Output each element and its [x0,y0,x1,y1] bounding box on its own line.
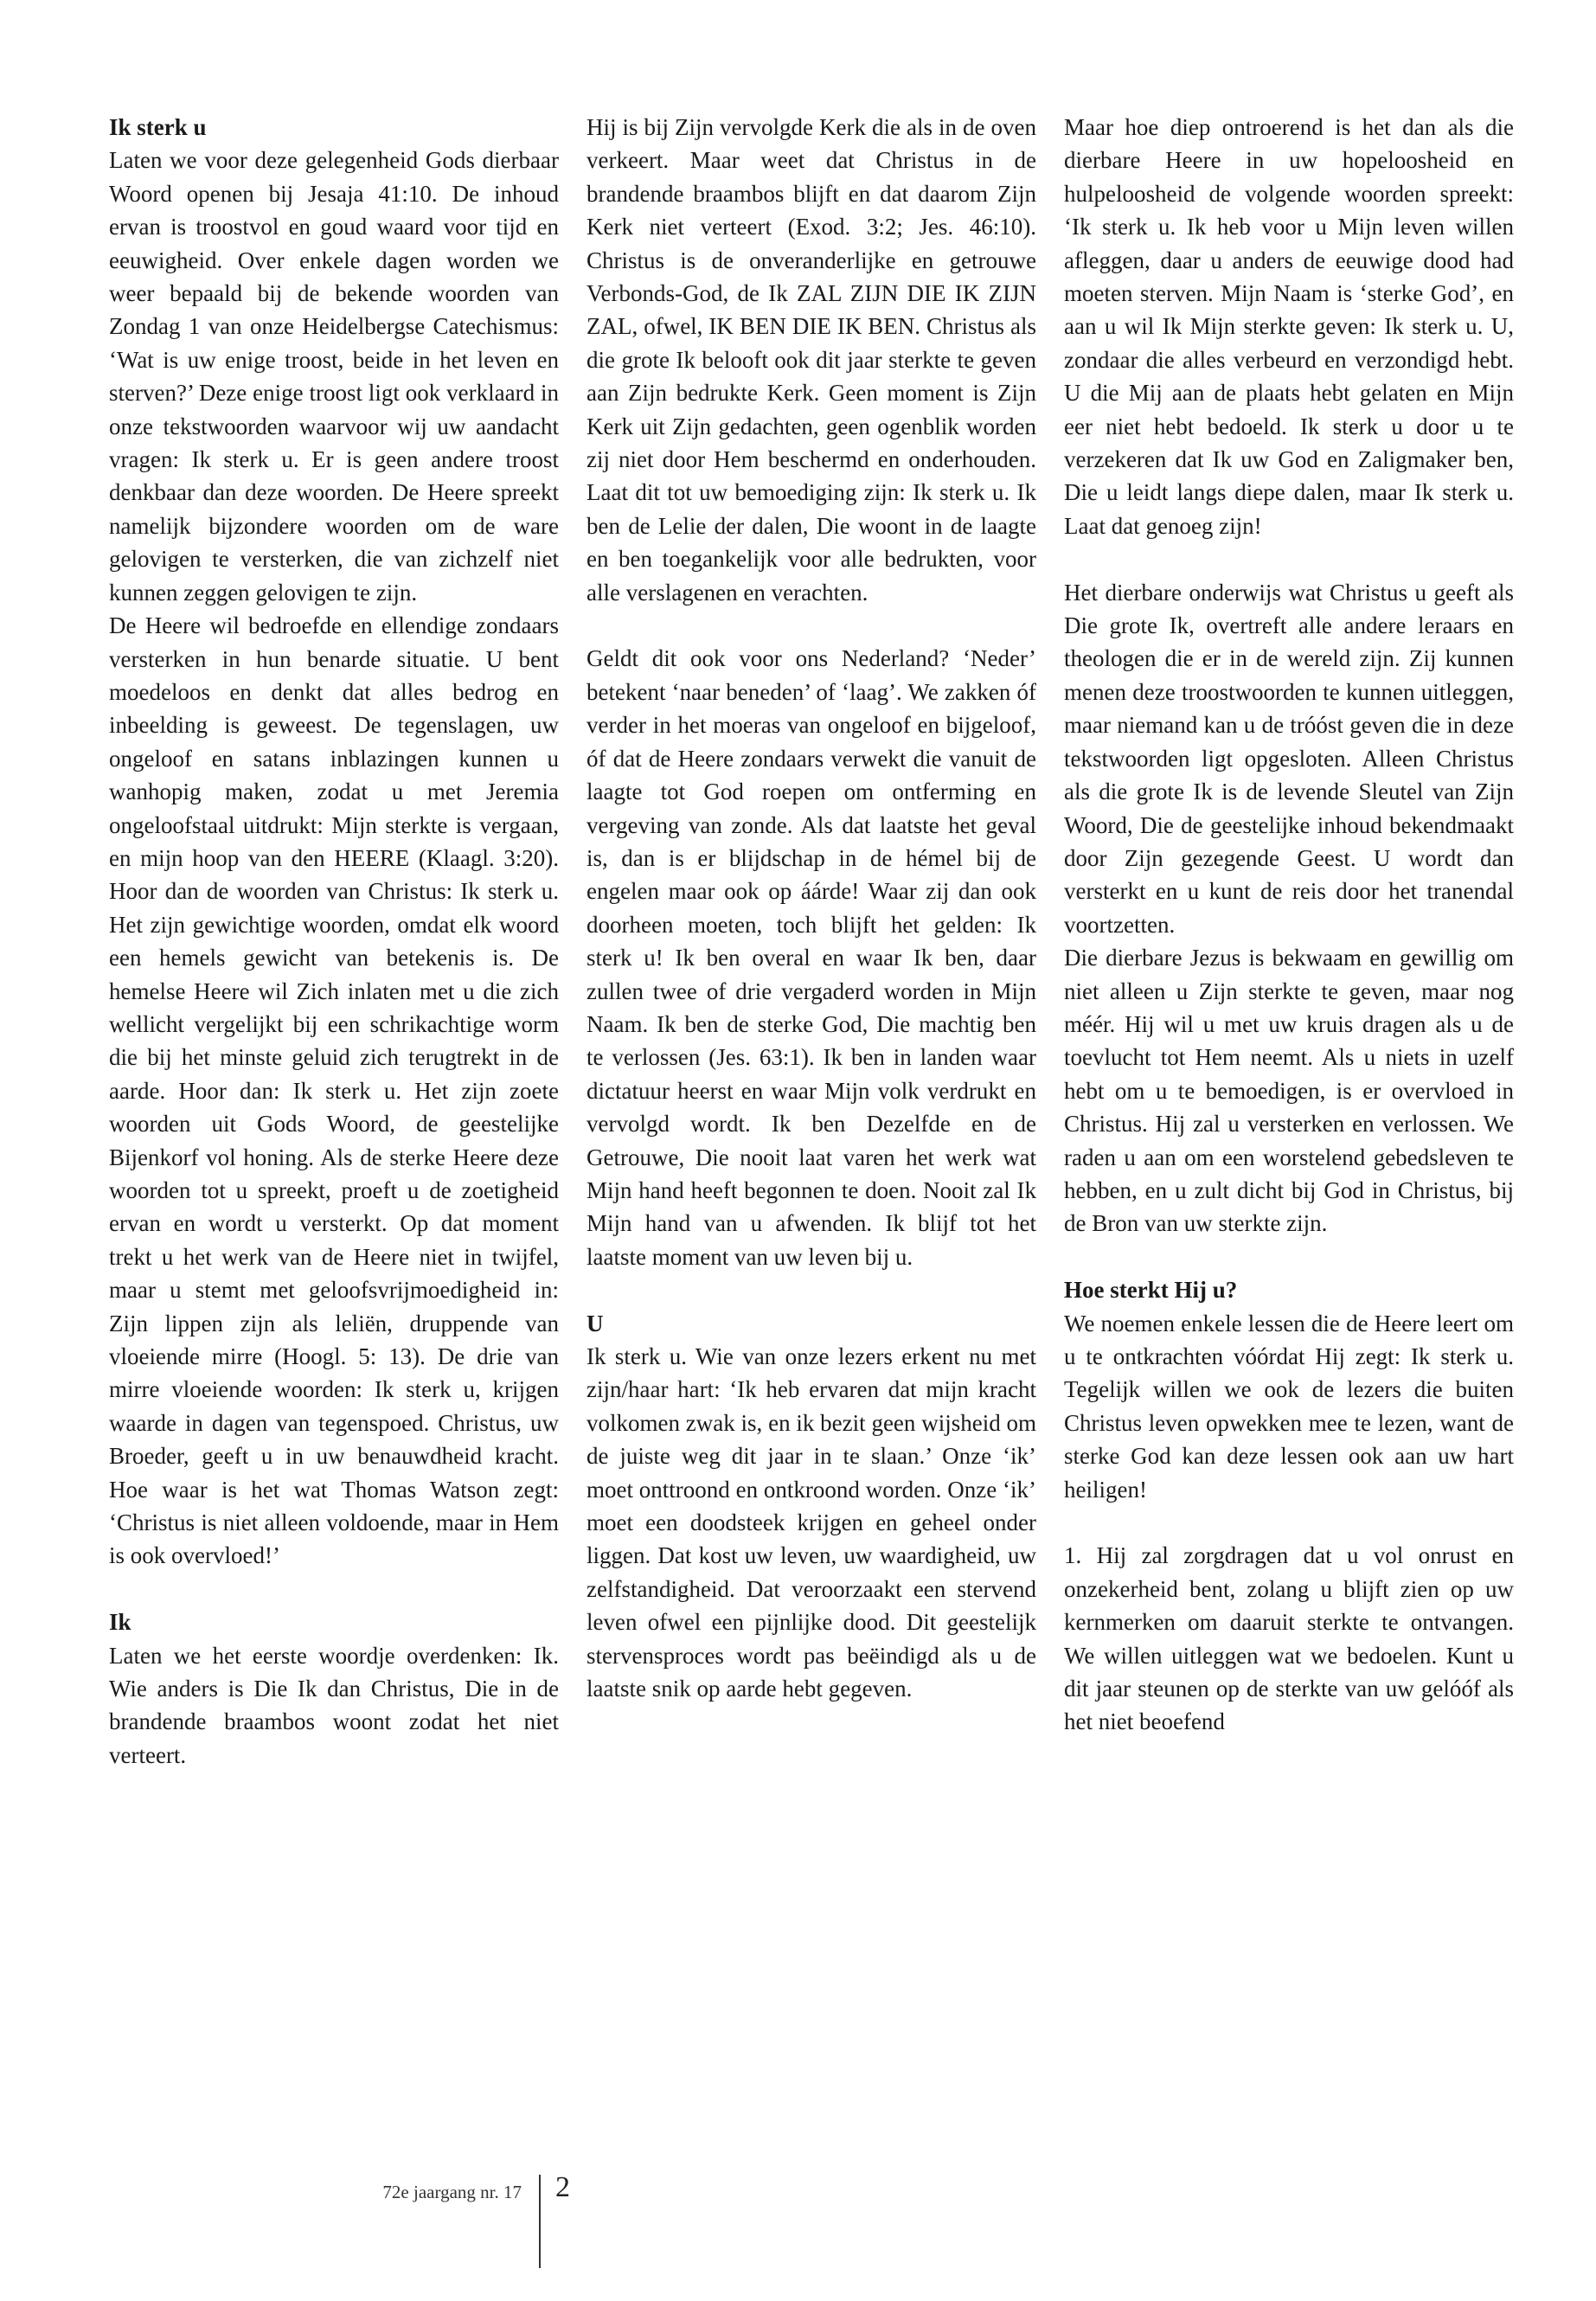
heading-ik-sterk-u: Ik sterk u [109,114,207,140]
issue-label: 72e jaargang nr. 17 [382,2182,522,2202]
heading-ik: Ik [109,1609,131,1636]
paragraph: Maar hoe diep ontroerend is het dan als die dierbare Heere in uw hopeloosheid en hulpeloosheid de volgende woorden spreekt: ‘Ik sterk u. Ik heb voor u Mijn leven willen afleggen, daar u anders de eeuwige dood had moeten sterven. Mijn Naam is ‘sterke God’, en aan u wil Ik Mijn sterkte geven: Ik sterk u. U, zondaar die alles verbeurd en verzondigd hebt. U die Mij aan de plaats hebt gelaten en Mijn eer niet hebt bedoeld. Ik sterk u door u te verzekeren dat Ik uw God en Zaligmaker ben, Die u leidt langs diepe dalen, maar Ik sterk u. Laat dat genoeg zijn! [1064,114,1514,539]
paragraph: Laten we het eerste woordje overdenken: Ik. Wie anders is Die Ik dan Christus, Die in de brandende braambos woont zodat het niet verteert. [109,1642,559,1768]
column-2 [586,111,1036,1705]
paragraph: Die dierbare Jezus is bekwaam en gewillig om niet alleen u Zijn sterkte te geven, maar nog méér. Hij wil u met uw kruis dragen als u de toevlucht tot Hem neemt. Als u niets in uzelf hebt om u te bemoedigen, is er overvloed in Christus. Hij zal u versterken en verlossen. We raden u aan om een worstelend gebedsleven te hebben, en u zult dicht bij God in Christus, bij de Bron van uw sterkte zijn. [1064,945,1514,1237]
page-number: 2 [555,2171,570,2203]
paragraph: Laten we voor deze gelegenheid Gods dierbaar Woord openen bij Jesaja 41:10. De inhoud ervan is troostvol en goud waard voor tijd en eeuwigheid. Over enkele dagen worden we weer bepaald bij de bekende woorden van Zondag 1 van onze Heidelbergse Catechismus: ‘Wat is uw enige troost, beide in het leven en sterven?’ Deze enige troost ligt ook verklaard in onze tekstwoorden waarvoor wij uw aandacht vragen: Ik sterk u. Er is geen andere troost denkbaar dan deze woorden. De Heere spreekt namelijk bijzondere woorden om de ware gelovigen te versterken, die van zichzelf niet kunnen zeggen gelovigen te zijn. [109,147,559,606]
footer-divider [539,2175,541,2268]
column-1 [109,111,559,1772]
column-3 [1064,111,1514,1739]
paragraph: 1. Hij zal zorgdragen dat u vol onrust en onzekerheid bent, zolang u blijft zien op uw kernmerken om daaruit sterkte te ontvangen. We willen uitleggen wat we bedoelen. Kunt u dit jaar steunen op de sterkte van uw gelóóf als het niet beoefend [1064,1542,1514,1735]
paragraph: Geldt dit ook voor ons Nederland? ‘Neder’ betekent ‘naar beneden’ of ‘laag’. We zakken óf verder in het moeras van ongeloof en bijgeloof, óf dat de Heere zondaars verwekt die vanuit de laagte tot God roepen om ontferming en vergeving van zonde. Als dat laatste het geval is, dan is er blijdschap in de hémel bij de engelen maar ook op áárde! Waar zij dan ook doorheen moeten, toch blijft het gelden: Ik sterk u! Ik ben overal en waar Ik ben, daar zullen twee of drie vergaderd worden in Mijn Naam. Ik ben de sterke God, Die machtig ben te verlossen (Jes. 63:1). Ik ben in landen waar dictatuur heerst en waar Mijn volk verdrukt en vervolgd wordt. Ik ben Dezelfde en de Getrouwe, Die nooit laat varen het werk wat Mijn hand heeft begonnen te doen. Nooit zal Ik Mijn hand van u afwenden. Ik blijf tot het laatste moment van uw leven bij u. [586,645,1036,1270]
heading-u: U [586,1310,604,1336]
paragraph: De Heere wil bedroefde en ellendige zondaars versterken in hun benarde situatie. U bent moedeloos en denkt dat alles bedrog en inbeelding is geweest. De tegenslagen, uw ongeloof en satans inblazingen kunnen u wanhopig maken, zodat u met Jeremia ongeloofstaal uitdrukt: Mijn sterkte is vergaan, en mijn hoop van den HEERE (Klaagl. 3:20). Hoor dan de woorden van Christus: Ik sterk u. Het zijn gewichtige woorden, omdat elk woord een hemels gewicht van betekenis is. De hemelse Heere wil Zich inlaten met u die zich wellicht vergelijkt bij een schrikachtige worm die bij het minste geluid zich terugtrekt in de aarde. Hoor dan: Ik sterk u. Het zijn zoete woorden uit Gods Woord, de geestelijke Bijenkorf vol honing. Als de sterke Heere deze woorden tot u spreekt, proeft u de zoetigheid ervan en wordt u versterkt. Op dat moment trekt u het werk van de Heere niet in twijfel, maar u stemt met geloofsvrijmoedigheid in: Zijn lippen zijn als leliën, druppende van vloeiende mirre (Hoogl. 5: 13). De drie van mirre vloeiende woorden: Ik sterk u, krijgen waarde in dagen van tegenspoed. Christus, uw Broeder, geeft u in uw benauwdheid kracht. Hoe waar is het wat Thomas Watson zegt: ‘Christus is niet alleen voldoende, maar in Hem is ook overvloed!’ [109,612,559,1569]
heading-hoe-sterkt-hij-u: Hoe sterkt Hij u? [1064,1277,1238,1304]
paragraph: We noemen enkele lessen die de Heere leert om u te ontkrachten vóórdat Hij zegt: Ik sterk u. Tegelijk willen we ook de lezers die buiten Christus leven opwekken mee te lezen, want de sterke God kan deze lessen ook aan uw hart heiligen! [1064,1310,1514,1503]
paragraph: Hij is bij Zijn vervolgde Kerk die als in de oven verkeert. Maar weet dat Christus in de brandende braambos blijft en dat daarom Zijn Kerk niet verteert (Exod. 3:2; Jes. 46:10). Christus is de onveranderlijke en getrouwe Verbonds-God, de Ik ZAL ZIJN DIE IK ZIJN ZAL, ofwel, IK BEN DIE IK BEN. Christus als die grote Ik belooft ook dit jaar sterkte te geven aan Zijn bedrukte Kerk. Geen moment is Zijn Kerk uit Zijn gedachten, geen ogenblik worden zij niet door Hem beschermd en onderhouden. Laat dit tot uw bemoediging zijn: Ik sterk u. Ik ben de Lelie der dalen, Die woont in de laagte en ben toegankelijk voor alle bedrukten, voor alle verslagenen en verachten. [586,114,1036,606]
paragraph: Het dierbare onderwijs wat Christus u geeft als Die grote Ik, overtreft alle andere leraars en theologen die er in de wereld zijn. Zij kunnen menen deze troostwoorden te kunnen uitleggen, maar niemand kan u de tróóst geven die in deze tekstwoorden ligt opgesloten. Alleen Christus als die grote Ik is de levende Sleutel van Zijn Woord, Die de geestelijke inhoud bekendmaakt door Zijn gezegende Geest. U wordt dan versterkt en u kunt de reis door het tranendal voortzetten. [1064,579,1514,938]
paragraph: Ik sterk u. Wie van onze lezers erkent nu met zijn/haar hart: ‘Ik heb ervaren dat mijn kracht volkomen zwak is, en ik bezit geen wijsheid om de juiste weg dit jaar in te slaan.’ Onze ‘ik’ moet onttroond en ontkroond worden. Onze ‘ik’ moet een doodsteek krijgen en geheel onder liggen. Dat kost uw leven, uw waardigheid, uw zelfstandigheid. Dat veroorzaakt een stervend leven ofwel een pijnlijke dood. Dit geestelijk stervensproces wordt pas beëindigd als u de laatste snik op aarde hebt gegeven. [586,1343,1036,1702]
